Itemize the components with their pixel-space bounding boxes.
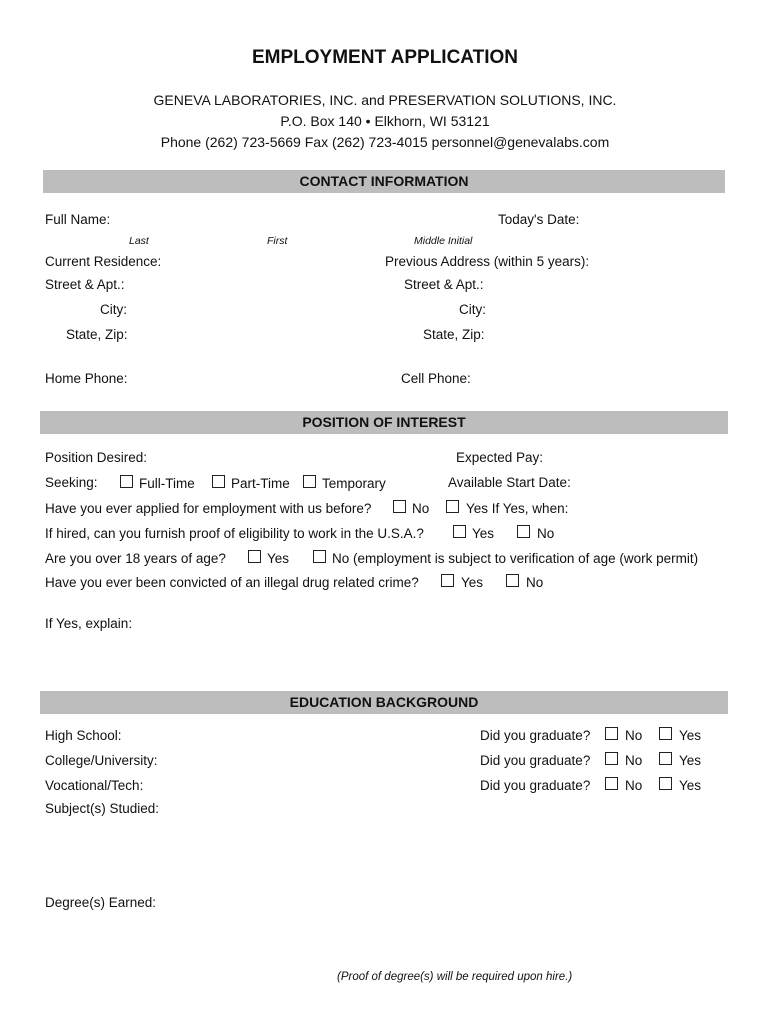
eligibility-no-checkbox[interactable] [517,525,530,538]
high-school-yes-checkbox[interactable] [659,727,672,740]
expected-pay-label: Expected Pay: [456,450,544,465]
middle-initial-caption: Middle Initial [414,235,473,247]
full-name-label: Full Name: [45,212,111,227]
start-date-label: Available Start Date: [448,475,571,490]
page-title: EMPLOYMENT APPLICATION [252,47,518,68]
todays-date-label: Today's Date: [498,212,580,227]
contact-section-title: CONTACT INFORMATION [299,173,469,189]
cell-phone-label: Cell Phone: [401,371,471,386]
vocational-no-label: No [625,778,643,793]
applied-before-no-checkbox[interactable] [393,500,406,513]
company-name: GENEVA LABORATORIES, INC. and PRESERVATION SOLUTIONS, INC. [153,92,617,108]
convicted-yes-checkbox[interactable] [441,574,454,587]
seeking-label: Seeking: [45,475,98,490]
over-18-no-checkbox[interactable] [313,550,326,563]
part-time-checkbox[interactable] [212,475,225,488]
proof-of-degree-note: (Proof of degree(s) will be required upon hire.) [337,971,573,983]
current-residence-label: Current Residence: [45,254,162,269]
vocational-no-checkbox[interactable] [605,777,618,790]
eligibility-question: If hired, can you furnish proof of eligibility to work in the U.S.A.? [45,526,424,541]
eligibility-yes-label: Yes [472,526,495,541]
over-18-question: Are you over 18 years of age? [45,551,226,566]
eligibility-no-label: No [537,526,555,541]
applied-before-yes-label: Yes If Yes, when: [466,501,569,516]
college-label: College/University: [45,753,158,768]
over-18-no-label: No (employment is subject to verification of age (work permit) [332,551,699,566]
temporary-label: Temporary [322,476,386,491]
street-label-previous: Street & Apt.: [404,277,484,292]
part-time-label: Part-Time [231,476,290,491]
education-section-header [40,691,728,714]
convicted-yes-label: Yes [461,575,484,590]
vocational-label: Vocational/Tech: [45,778,144,793]
temporary-checkbox[interactable] [303,475,316,488]
street-label-current: Street & Apt.: [45,277,125,292]
over-18-yes-checkbox[interactable] [248,550,261,563]
vocational-yes-label: Yes [679,778,702,793]
college-graduate-question: Did you graduate? [480,753,591,768]
high-school-yes-label: Yes [679,728,702,743]
city-label-current: City: [100,302,127,317]
company-address: P.O. Box 140 • Elkhorn, WI 53121 [280,113,490,129]
convicted-no-label: No [526,575,544,590]
first-name-caption: First [267,235,288,247]
state-zip-label-current: State, Zip: [66,327,128,342]
applied-before-no-label: No [412,501,430,516]
home-phone-label: Home Phone: [45,371,128,386]
high-school-graduate-question: Did you graduate? [480,728,591,743]
vocational-graduate-question: Did you graduate? [480,778,591,793]
eligibility-yes-checkbox[interactable] [453,525,466,538]
full-time-label: Full-Time [139,476,195,491]
position-section-header [40,411,728,434]
over-18-yes-label: Yes [267,551,290,566]
city-label-previous: City: [459,302,486,317]
position-desired-label: Position Desired: [45,450,148,465]
last-name-caption: Last [129,235,149,247]
position-section-title: POSITION OF INTEREST [302,414,466,430]
vocational-yes-checkbox[interactable] [659,777,672,790]
college-yes-checkbox[interactable] [659,752,672,765]
degrees-earned-label: Degree(s) Earned: [45,895,157,910]
subjects-studied-label: Subject(s) Studied: [45,801,160,816]
education-section-title: EDUCATION BACKGROUND [289,694,479,710]
contact-section-header [43,170,725,193]
convicted-no-checkbox[interactable] [506,574,519,587]
applied-before-yes-checkbox[interactable] [446,500,459,513]
full-time-checkbox[interactable] [120,475,133,488]
previous-address-label: Previous Address (within 5 years): [385,254,590,269]
company-contact: Phone (262) 723-5669 Fax (262) 723-4015 personnel@genevalabs.com [160,134,610,150]
college-no-label: No [625,753,643,768]
college-yes-label: Yes [679,753,702,768]
college-no-checkbox[interactable] [605,752,618,765]
convicted-question: Have you ever been convicted of an illegal drug related crime? [45,575,419,590]
high-school-no-checkbox[interactable] [605,727,618,740]
high-school-no-label: No [625,728,643,743]
state-zip-label-previous: State, Zip: [423,327,485,342]
high-school-label: High School: [45,728,122,743]
applied-before-question: Have you ever applied for employment with us before? [45,501,372,516]
explain-label: If Yes, explain: [45,616,133,631]
